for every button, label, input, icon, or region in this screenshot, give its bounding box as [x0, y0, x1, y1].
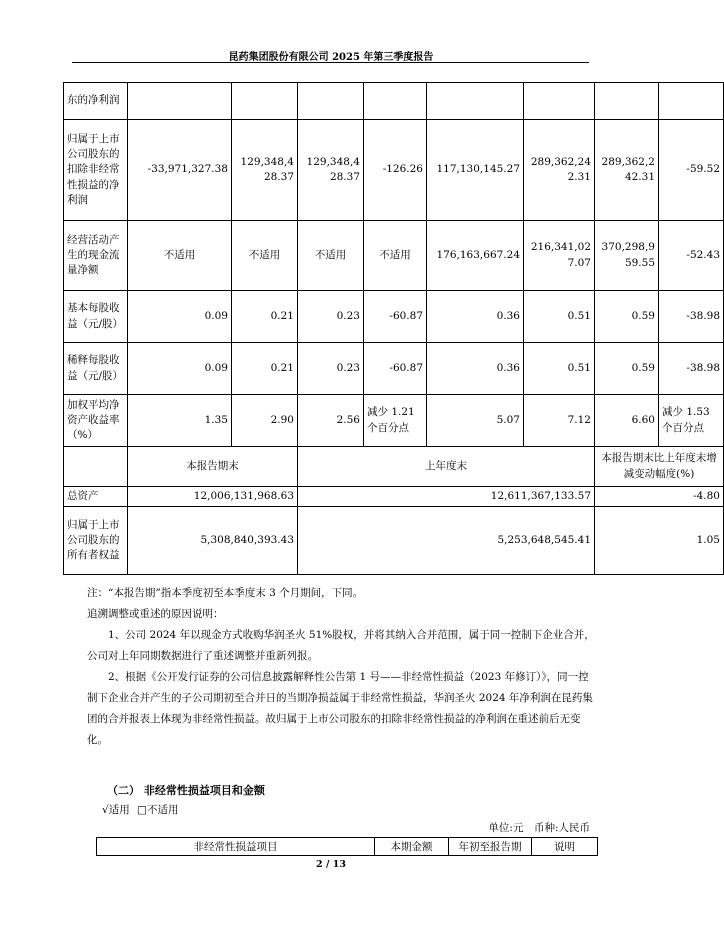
table-row: 东的净利润	[64, 83, 724, 120]
nonrecurring-table	[96, 837, 598, 856]
table-row: 加权平均净资产收益率（%） 1.35 2.90 2.56 减少 1.21 个百分点 5.07 7.12 6.60 减少 1.53 个百分点	[64, 395, 724, 447]
note-paragraph-2: 2、根据《公开发行证券的公司信息披露解释性公告第 1 号——非经常性损益（2023 年修订）》，同一控制下企业合并产生的子公司期初至合并日的当期净损益属于非经常性损益，华润圣火 2024 年净利润在昆药集团的合并报表上体现为非经常性损益。故归属于上市公司股东的扣除非经常性损益的净利润在重述前后无变化。	[87, 671, 593, 746]
not-applicable-checkbox: □不适用	[137, 804, 179, 816]
table-row: 归属于上市公司股东的所有者权益 5,308,840,393.43 5,253,648,545.41 1.05	[64, 507, 724, 575]
financial-table	[63, 82, 724, 575]
note-period: 注：“本报告期”指本季度初至本季度末 3 个月期间，下同。	[87, 587, 364, 599]
note-restatement-heading: 追溯调整或重述的原因说明：	[87, 608, 224, 620]
applicability-row	[102, 802, 178, 817]
section-title: （二） 非经常性损益项目和金额	[107, 784, 265, 797]
table-row: 基本每股收益（元/股） 0.09 0.21 0.23 -60.87 0.36 0.51 0.59 -38.98	[64, 291, 724, 343]
unit-label: 单位:元 币种:人民币	[488, 822, 590, 834]
notes-section	[87, 583, 597, 751]
table-row: 总资产 12,006,131,968.63 12,611,367,133.57 -4.80	[64, 487, 724, 507]
table-row: 归属于上市公司股东的扣除非经常性损益的净利润 -33,971,327.38 129,348,428.37 129,348,428.37 -126.26 117,130,145.27 289,362,242.31 289,362,242.31 -59.52	[64, 120, 724, 221]
page-header: 昆药集团股份有限公司 2025 年第三季度报告	[228, 52, 434, 63]
table-header-row: 非经常性损益项目 本期金额 年初至报告期 说明	[97, 838, 598, 856]
table-row: 经营活动产生的现金流量净额 不适用 不适用 不适用 不适用 176,163,667.24 216,341,027.07 370,298,959.55 -52.43	[64, 221, 724, 291]
page-number: 2 / 13	[316, 859, 346, 870]
table-row: 稀释每股收益（元/股） 0.09 0.21 0.23 -60.87 0.36 0.51 0.59 -38.98	[64, 343, 724, 395]
table-row: 本报告期末 上年度末 本报告期末比上年度末增减变动幅度(%)	[64, 447, 724, 487]
note-paragraph-1: 1、公司 2024 年以现金方式收购华润圣火 51%股权，并将其纳入合并范围，属于同一控制下企业合并，公司对上年同期数据进行了重述调整并重新列报。	[87, 629, 595, 662]
applicable-checkbox: √适用	[102, 804, 130, 816]
header-rule	[72, 62, 589, 63]
